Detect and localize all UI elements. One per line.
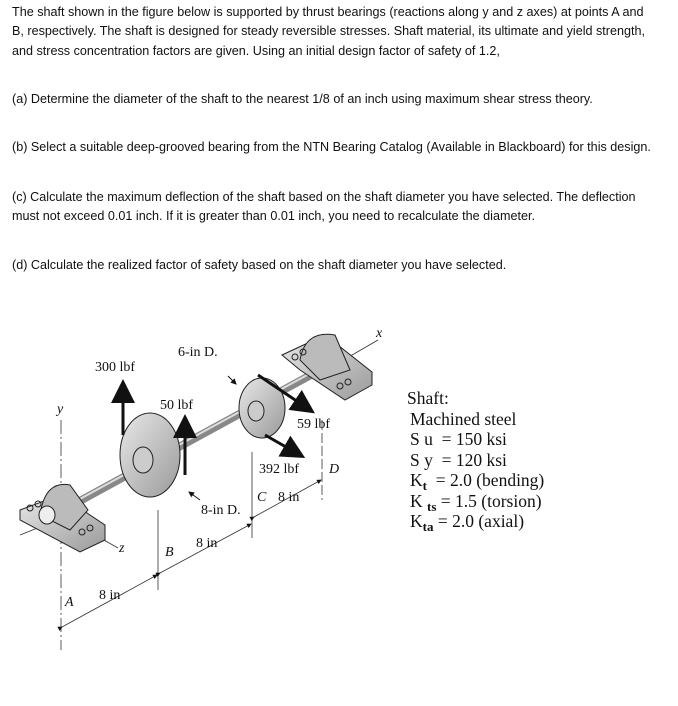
label-gear-small: 6-in D.	[178, 345, 218, 360]
label-point-a: A	[65, 595, 74, 610]
label-force-59: 59 lbf	[297, 417, 331, 432]
part-c: (c) Calculate the maximum deflection of the shaft based on the shaft diameter you have selected. The deflection must not exceed 0.01 inch. If it is greater than 0.01 inch, you need to recalculate the diameter.	[12, 190, 636, 224]
shaft-properties	[407, 388, 544, 532]
label-axis-x: x	[376, 326, 383, 341]
bearing-d	[282, 334, 372, 400]
problem-intro: The shaft shown in the figure below is supported by thrust bearings (reactions along y and z axes) at points A and B, respectively. The shaft is designed for steady reversible stresses. Shaft material, its ultimate and yield strength, and stress concentration factors are given. Using an initial design factor of safety of 1.2,	[12, 5, 646, 58]
force-392-arrow	[265, 435, 300, 455]
label-axis-z: z	[119, 541, 125, 556]
kta-axial: $K_{ta} = 2.0$ (axial)	[410, 511, 525, 534]
label-force-50: 50 lbf	[160, 398, 194, 413]
material: Machined steel	[410, 408, 517, 429]
label-dim-ab: 8 in	[99, 588, 121, 603]
kt-bending: $K_t = 2.0$ (bending)	[410, 470, 545, 493]
label-gear-large: 8-in D.	[201, 503, 241, 518]
label-force-392: 392 lbf	[259, 462, 300, 477]
label-axis-y: y	[57, 402, 64, 417]
part-b: (b) Select a suitable deep-grooved bearing from the NTN Bearing Catalog (Available in Blackboard) for this design.	[12, 140, 651, 154]
yield-strength: S y = 120 ksi	[410, 449, 507, 470]
kts-torsion: K $_{ts}$ = 1.5 (torsion)	[410, 490, 542, 514]
label-dim-cd: 8 in	[278, 490, 300, 505]
label-point-c: C	[257, 490, 267, 505]
ultimate-strength: S u = 150 ksi	[410, 429, 507, 449]
label-point-b: B	[165, 545, 174, 560]
part-d: (d) Calculate the realized factor of safety based on the shaft diameter you have selected.	[12, 258, 507, 272]
label-force-300: 300 lbf	[95, 360, 136, 375]
label-dim-bc: 8 in	[196, 536, 218, 551]
part-a: (a) Determine the diameter of the shaft to the nearest 1/8 of an inch using maximum shear stress theory.	[12, 92, 593, 106]
properties-title: Shaft:	[407, 388, 449, 408]
label-point-d: D	[329, 462, 340, 477]
